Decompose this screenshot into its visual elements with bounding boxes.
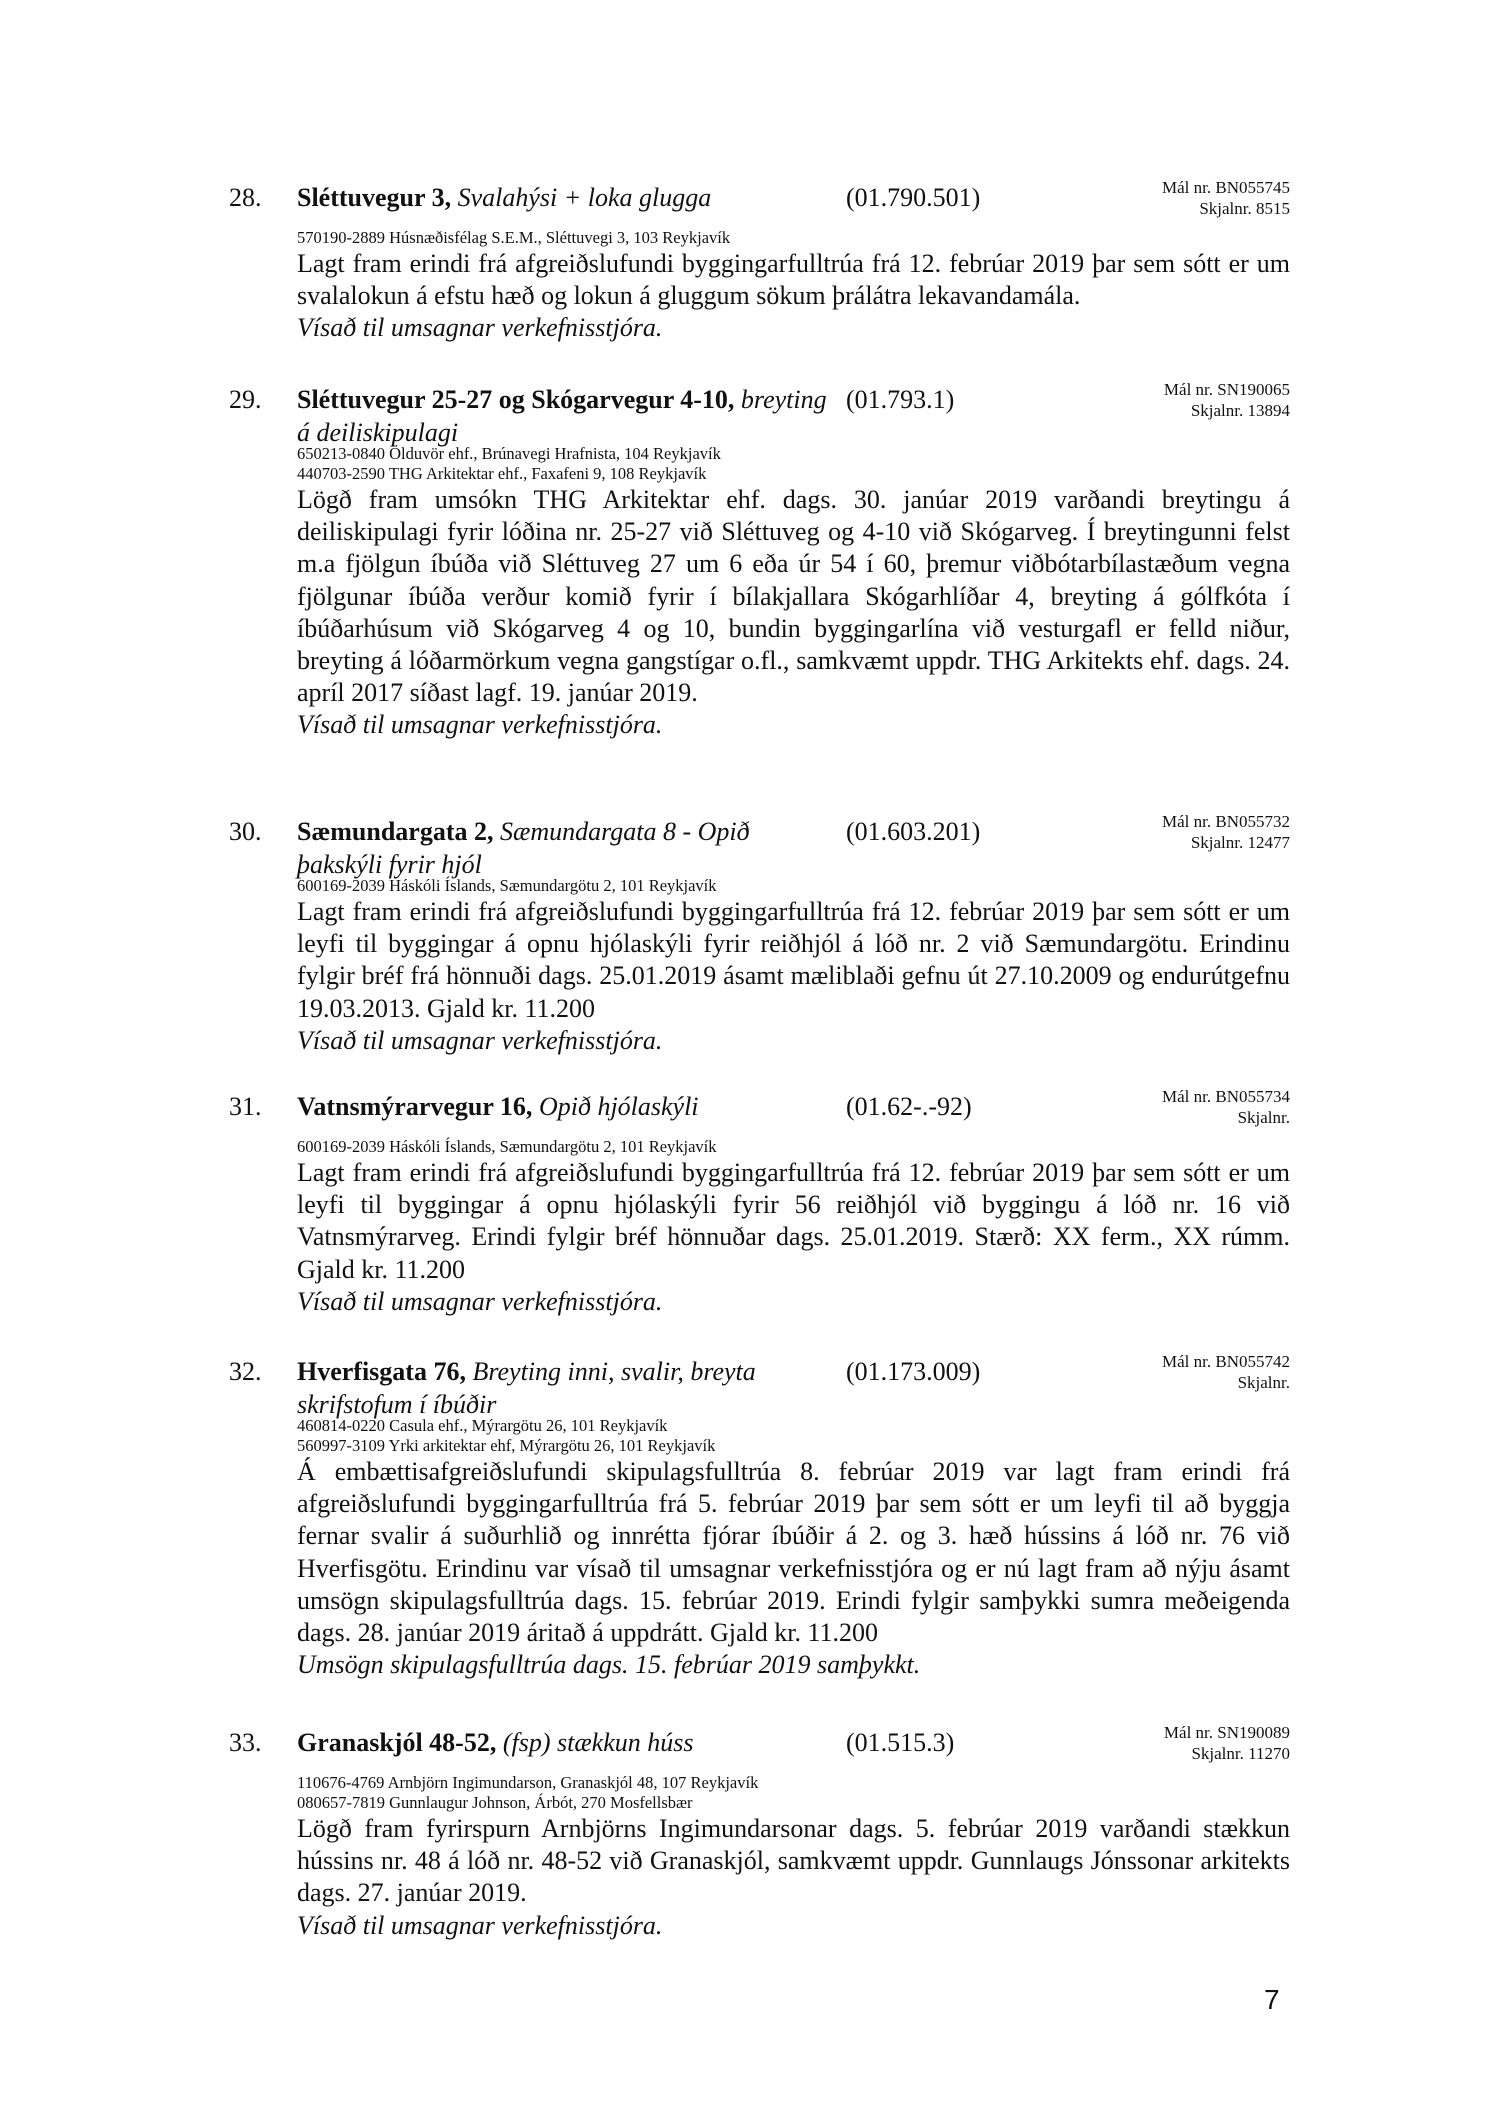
- case-info: [1164, 1722, 1290, 1764]
- case-number: Mál nr. BN055745: [1162, 178, 1290, 197]
- item-text: Lögð fram fyrirspurn Arnbjörns Ingimundarsonar dags. 5. febrúar 2019 varðandi stækkun hússins nr. 48 á lóð nr. 48-52 við Granaskjól, samkvæmt uppdr. Gunnlaugs Jónssonar arkitekts dags. 27. janúar 2019.: [297, 1814, 1290, 1908]
- item-reference: (01.603.201): [846, 817, 981, 846]
- item-number: 28.: [229, 183, 262, 212]
- case-info: [1162, 177, 1290, 219]
- party-line: 650213-0840 Ölduvör ehf., Brúnavegi Hrafnista, 104 Reykjavík: [297, 444, 721, 463]
- party-line: 560997-3109 Yrki arkitektar ehf, Mýrargötu 26, 101 Reykjavík: [297, 1436, 716, 1455]
- item-body: [297, 444, 1290, 742]
- file-number: Skjalnr.: [1237, 1373, 1290, 1392]
- case-number: Mál nr. BN055742: [1162, 1352, 1290, 1371]
- item-description: Svalahýsi + loka glugga: [457, 183, 712, 212]
- item-reference: (01.62-.-92): [846, 1092, 972, 1121]
- item-address: Vatnsmýrarvegur 16,: [297, 1092, 533, 1121]
- item-text: Lagt fram erindi frá afgreiðslufundi byggingarfulltrúa frá 12. febrúar 2019 þar sem sótt er um leyfi til byggingar á opnu hjólaskýli fyrir 56 reiðhjól við byggingu á lóð nr. 16 við Vatnsmýrarveg. Erindi fylgir bréf hönnuðar dags. 25.01.2019. Stærð: XX ferm., XX rúmm. Gjald kr. 11.200: [297, 1158, 1290, 1284]
- item-heading: [297, 815, 817, 881]
- item-conclusion: Umsögn skipulagsfulltrúa dags. 15. febrúar 2019 samþykkt.: [297, 1650, 921, 1680]
- item-address: Sæmundargata 2,: [297, 817, 494, 846]
- item-body: [297, 876, 1290, 1057]
- item-body: [297, 1137, 1290, 1318]
- file-number: Skjalnr. 12477: [1190, 833, 1290, 852]
- party-line: 570190-2889 Húsnæðisfélag S.E.M., Sléttuvegi 3, 103 Reykjavík: [297, 228, 731, 247]
- item-description: Opið hjólaskýli: [538, 1092, 699, 1121]
- item-number: 29.: [229, 385, 262, 414]
- item-number: 33.: [229, 1728, 262, 1757]
- item-body: [297, 1416, 1290, 1681]
- party-line: 600169-2039 Háskóli Íslands, Sæmundargötu 2, 101 Reykjavík: [297, 876, 717, 895]
- case-info: [1162, 811, 1290, 853]
- item-description: Breyting inni, svalir, breyta skrifstofum í íbúðir: [297, 1357, 756, 1419]
- item-conclusion: Vísað til umsagnar verkefnisstjóra.: [297, 313, 663, 343]
- item-conclusion: Vísað til umsagnar verkefnisstjóra.: [297, 1286, 663, 1316]
- case-number: Mál nr. BN055732: [1162, 812, 1290, 831]
- item-body: [297, 1773, 1290, 1942]
- item-description: (fsp) stækkun húss: [502, 1728, 694, 1757]
- item-body: [297, 228, 1290, 345]
- case-info: [1162, 1086, 1290, 1128]
- item-number: 31.: [229, 1092, 262, 1121]
- party-line: 080657-7819 Gunnlaugur Johnson, Árbót, 270 Mosfellsbær: [297, 1793, 693, 1812]
- file-number: Skjalnr. 11270: [1191, 1744, 1290, 1763]
- case-number: Mál nr. BN055734: [1162, 1087, 1290, 1106]
- item-reference: (01.515.3): [846, 1728, 955, 1757]
- party-line: 600169-2039 Háskóli Íslands, Sæmundargötu 2, 101 Reykjavík: [297, 1137, 717, 1156]
- item-text: Lagt fram erindi frá afgreiðslufundi byggingarfulltrúa frá 12. febrúar 2019 þar sem sótt er um leyfi til byggingar á opnu hjólaskýli fyrir reiðhjól á lóð nr. 2 við Sæmundargötu. Erindinu fylgir bréf frá hönnuði dags. 25.01.2019 ásamt mæliblaði gefnu út 27.10.2009 og endurútgefnu 19.03.2013. Gjald kr. 11.200: [297, 897, 1290, 1023]
- page-number: 7: [1264, 1984, 1280, 2015]
- item-description: breyting á deiliskipulagi: [297, 385, 827, 447]
- file-number: Skjalnr. 8515: [1199, 199, 1290, 218]
- item-heading: [297, 1355, 837, 1421]
- item-address: Granaskjól 48-52,: [297, 1728, 497, 1757]
- item-heading: [297, 383, 837, 449]
- file-number: Skjalnr.: [1237, 1108, 1290, 1127]
- item-heading: [297, 1090, 837, 1123]
- item-conclusion: Vísað til umsagnar verkefnisstjóra.: [297, 1910, 663, 1940]
- item-reference: (01.173.009): [846, 1357, 981, 1386]
- party-line: 460814-0220 Casula ehf., Mýrargötu 26, 101 Reykjavík: [297, 1416, 668, 1435]
- case-number: Mál nr. SN190065: [1163, 380, 1290, 399]
- file-number: Skjalnr. 13894: [1190, 401, 1290, 420]
- item-conclusion: Vísað til umsagnar verkefnisstjóra.: [297, 1025, 663, 1055]
- case-info: [1162, 1351, 1290, 1393]
- item-address: Sléttuvegur 3,: [297, 183, 452, 212]
- item-number: 32.: [229, 1357, 262, 1386]
- item-heading: [297, 1726, 837, 1759]
- item-description: Sæmundargata 8 - Opið þakskýli fyrir hjól: [297, 817, 750, 879]
- item-text: Lagt fram erindi frá afgreiðslufundi byggingarfulltrúa frá 12. febrúar 2019 þar sem sótt er um svalalokun á efstu hæð og lokun á gluggum sökum þrálátra lekavandamála.: [297, 249, 1290, 311]
- item-conclusion: Vísað til umsagnar verkefnisstjóra.: [297, 710, 663, 740]
- item-text: Á embættisafgreiðslufundi skipulagsfulltrúa 8. febrúar 2019 var lagt fram erindi frá afgreiðslufundi byggingarfulltrúa frá 5. febrúar 2019 þar sem sótt er um leyfi til að byggja fernar svalir á suðurhlið og innrétta fjórar íbúðir á 2. og 3. hæð hússins á lóð nr. 76 við Hverfisgötu. Erindinu var vísað til umsagnar verkefnisstjóra og er nú lagt fram að nýju ásamt umsögn skipulagsfulltrúa dags. 15. febrúar 2019. Erindi fylgir samþykki sumra meðeigenda dags. 28. janúar 2019 áritað á uppdrátt. Gjald kr. 11.200: [297, 1457, 1290, 1648]
- item-number: 30.: [229, 817, 262, 846]
- item-address: Sléttuvegur 25-27 og Skógarvegur 4-10,: [297, 385, 735, 414]
- item-reference: (01.790.501): [846, 183, 981, 212]
- party-line: 110676-4769 Arnbjörn Ingimundarson, Granaskjól 48, 107 Reykjavík: [297, 1773, 759, 1792]
- item-address: Hverfisgata 76,: [297, 1357, 466, 1386]
- item-heading: [297, 181, 837, 214]
- case-info: [1164, 379, 1290, 421]
- party-line: 440703-2590 THG Arkitektar ehf., Faxafeni 9, 108 Reykjavík: [297, 464, 707, 483]
- item-reference: (01.793.1): [846, 385, 955, 414]
- item-text: Lögð fram umsókn THG Arkitektar ehf. dags. 30. janúar 2019 varðandi breytingu á deiliskipulagi fyrir lóðina nr. 25-27 við Sléttuveg og 4-10 við Skógarveg. Í breytingunni felst m.a fjölgun íbúða við Sléttuveg 27 um 6 eða úr 54 í 60, þremur viðbótarbílastæðum vegna fjölgunar íbúða verður komið fyrir í bílakjallara Skógarhlíðar 4, breyting á gólfkóta í íbúðarhúsum við Skógarveg 4 og 10, bundin byggingarlína við vesturgafl er felld niður, breyting á lóðarmörkum vegna gangstígar o.fl., samkvæmt uppdr. THG Arkitekts ehf. dags. 24. apríl 2017 síðast lagf. 19. janúar 2019.: [297, 485, 1290, 708]
- case-number: Mál nr. SN190089: [1163, 1723, 1290, 1742]
